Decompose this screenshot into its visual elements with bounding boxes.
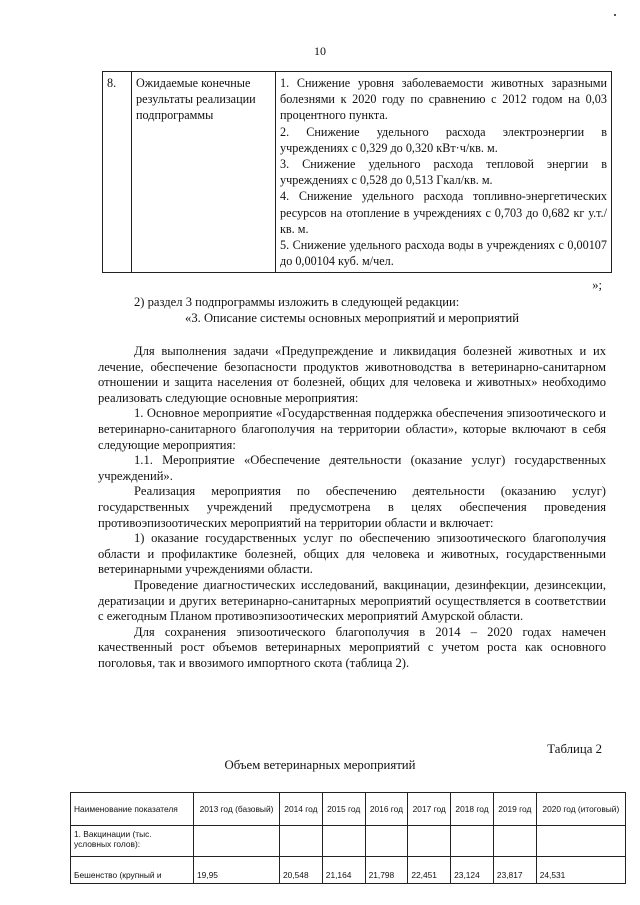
body-text xyxy=(98,344,606,671)
paragraph: Для выполнения задачи «Предупреждение и ликвидация болезней животных и их лечение, обеспечение безопасности продуктов животноводства в ветеринарно-санитарном отношении и защита населения от болезней, общих для человека и животных» необходимо реализовать следующие основные мероприятия: xyxy=(98,344,606,405)
table-cell xyxy=(194,826,280,857)
result-item: 4. Снижение удельного расхода топливно-энергетических ресурсов на отопление в учреждениях с 0,703 до 0,682 кг у.т./кв. м. xyxy=(280,189,607,236)
goals-table xyxy=(102,71,612,273)
result-item: 2. Снижение удельного расхода электроэнергии в учреждениях с 0,329 до 0,320 кВт·ч/кв. м. xyxy=(280,124,607,155)
paragraph: Реализация мероприятия по обеспечению деятельности (оказанию услуг) государственных учреждений предусмотрена в целях обеспечения проведения противоэпизоотических мероприятий на территории области и включает: xyxy=(98,484,606,530)
column-header: Наименование показателя xyxy=(71,793,194,826)
paragraph: Проведение диагностических исследований, вакцинации, дезинфекции, дезинсекции, дератизации и других ветеринарно-санитарных мероприятий осуществляется в соответствии с ежегодным Планом противоэпизоотических мероприятий Амурской области. xyxy=(98,577,606,624)
result-item: 3. Снижение удельного расхода тепловой энергии в учреждениях с 0,528 до 0,513 Гкал/кв. м. xyxy=(280,157,607,188)
paragraph: 1) оказание государственных услуг по обеспечению эпизоотического благополучия области и профилактике болезней, общих для человека и животных, государственными ветеринарными учреждениями области. xyxy=(98,531,606,577)
column-header: 2020 год (итоговый) xyxy=(536,793,625,826)
table-row xyxy=(71,826,626,857)
table-cell: 21,164 xyxy=(322,857,365,884)
row-label: Бешенство (крупный и xyxy=(71,857,194,884)
paragraph: 1. Основное мероприятие «Государственная поддержка обеспечения эпизоотического и ветеринарно-санитарного благополучия на территории области», которые включают в себя следующие мероприятия: xyxy=(98,406,606,452)
table-cell xyxy=(408,826,451,857)
results-cell xyxy=(276,72,612,273)
section-intro: 2) раздел 3 подпрограммы изложить в следующей редакции: xyxy=(134,295,460,309)
table-label: Таблица 2 xyxy=(547,742,602,756)
row-name: Ожидаемые конечные результаты реализации подпрограммы xyxy=(132,72,276,273)
column-header: 2019 год xyxy=(493,793,536,826)
table-cell xyxy=(280,826,323,857)
column-header: 2013 год (базовый) xyxy=(194,793,280,826)
table-cell: 20,548 xyxy=(280,857,323,884)
table-cell xyxy=(493,826,536,857)
volume-table xyxy=(70,792,626,884)
result-item: 5. Снижение удельного расхода воды в учреждениях с 0,00107 до 0,00104 куб. м/чел. xyxy=(280,238,607,269)
paragraph: Для сохранения эпизоотического благополучия в 2014 – 2020 годах намечен качественный рост объемов ветеринарных мероприятий с учетом роста как основного поголовья, так и ввозимого импортного скота (таблица 2). xyxy=(98,624,606,670)
table-cell xyxy=(365,826,408,857)
table-cell: 22,451 xyxy=(408,857,451,884)
paragraph: 1.1. Мероприятие «Обеспечение деятельности (оказание услуг) государственных учреждений». xyxy=(98,453,606,483)
goals-table-row xyxy=(103,72,612,273)
column-header: 2014 год xyxy=(280,793,323,826)
table-cell xyxy=(322,826,365,857)
column-header: 2015 год xyxy=(322,793,365,826)
table-row xyxy=(71,857,626,884)
closing-quote-mark: »; xyxy=(592,278,602,292)
row-label: 1. Вакцинации (тыс. условных голов): xyxy=(71,826,194,857)
table-cell xyxy=(536,826,625,857)
column-header: 2017 год xyxy=(408,793,451,826)
table-cell: 19,95 xyxy=(194,857,280,884)
section-heading: «3. Описание системы основных мероприятий и мероприятий xyxy=(185,311,519,325)
scan-artifact xyxy=(614,14,616,16)
table-cell: 24,531 xyxy=(536,857,625,884)
column-header: 2018 год xyxy=(451,793,494,826)
table-cell xyxy=(451,826,494,857)
table-cell: 23,817 xyxy=(493,857,536,884)
column-header: 2016 год xyxy=(365,793,408,826)
result-item: 1. Снижение уровня заболеваемости животных заразными болезнями к 2020 году по сравнению с 2012 годом на 0,03 процентного пункта. xyxy=(280,76,607,123)
page-number: 10 xyxy=(314,44,326,58)
table-cell: 21,798 xyxy=(365,857,408,884)
row-number: 8. xyxy=(103,72,132,273)
table-cell: 23,124 xyxy=(451,857,494,884)
table-title: Объем ветеринарных мероприятий xyxy=(224,758,416,772)
table-header-row xyxy=(71,793,626,826)
